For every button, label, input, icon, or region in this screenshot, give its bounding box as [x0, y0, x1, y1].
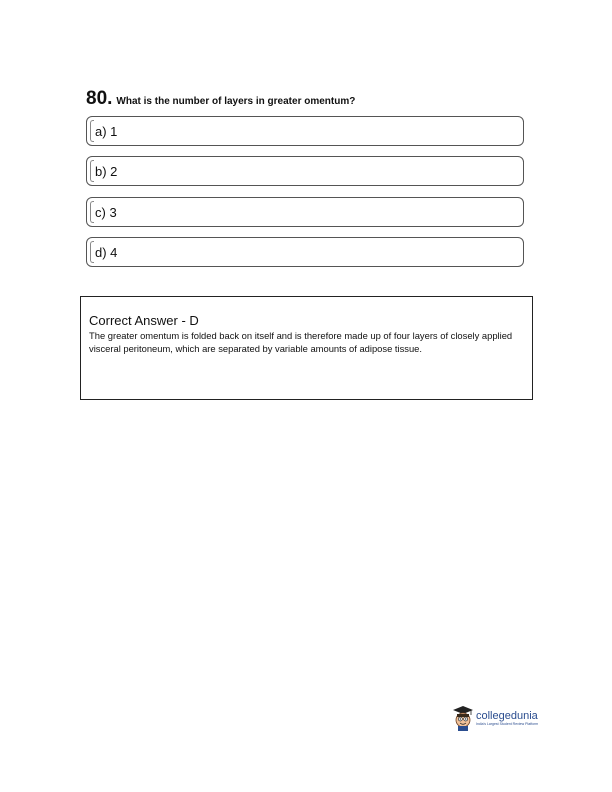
brand-tagline: India's Largest Student Review Platform	[476, 721, 539, 726]
option-d[interactable]	[86, 237, 524, 267]
answer-explanation: The greater omentum is folded back on itself and is therefore made up of four layers of closely applied visceral peritoneum, which are separated by variable amounts of adipose tissue.	[89, 330, 513, 354]
question-number: 80.	[86, 88, 113, 109]
option-c[interactable]	[86, 197, 524, 227]
option-b-label: b) 2	[95, 163, 118, 179]
answer-box	[80, 296, 533, 400]
mascot-icon	[452, 705, 474, 731]
question-text: What is the number of layers in greater omentum?	[116, 96, 356, 107]
brand-name: collegedunia	[476, 709, 538, 722]
question-header	[86, 88, 546, 110]
option-c-label: c) 3	[95, 204, 117, 220]
collegedunia-logo	[452, 705, 538, 731]
option-b[interactable]	[86, 156, 524, 186]
option-d-label: d) 4	[95, 244, 118, 260]
answer-title: Correct Answer - D	[89, 313, 199, 328]
option-a[interactable]	[86, 116, 524, 146]
option-a-label: a) 1	[95, 123, 118, 139]
